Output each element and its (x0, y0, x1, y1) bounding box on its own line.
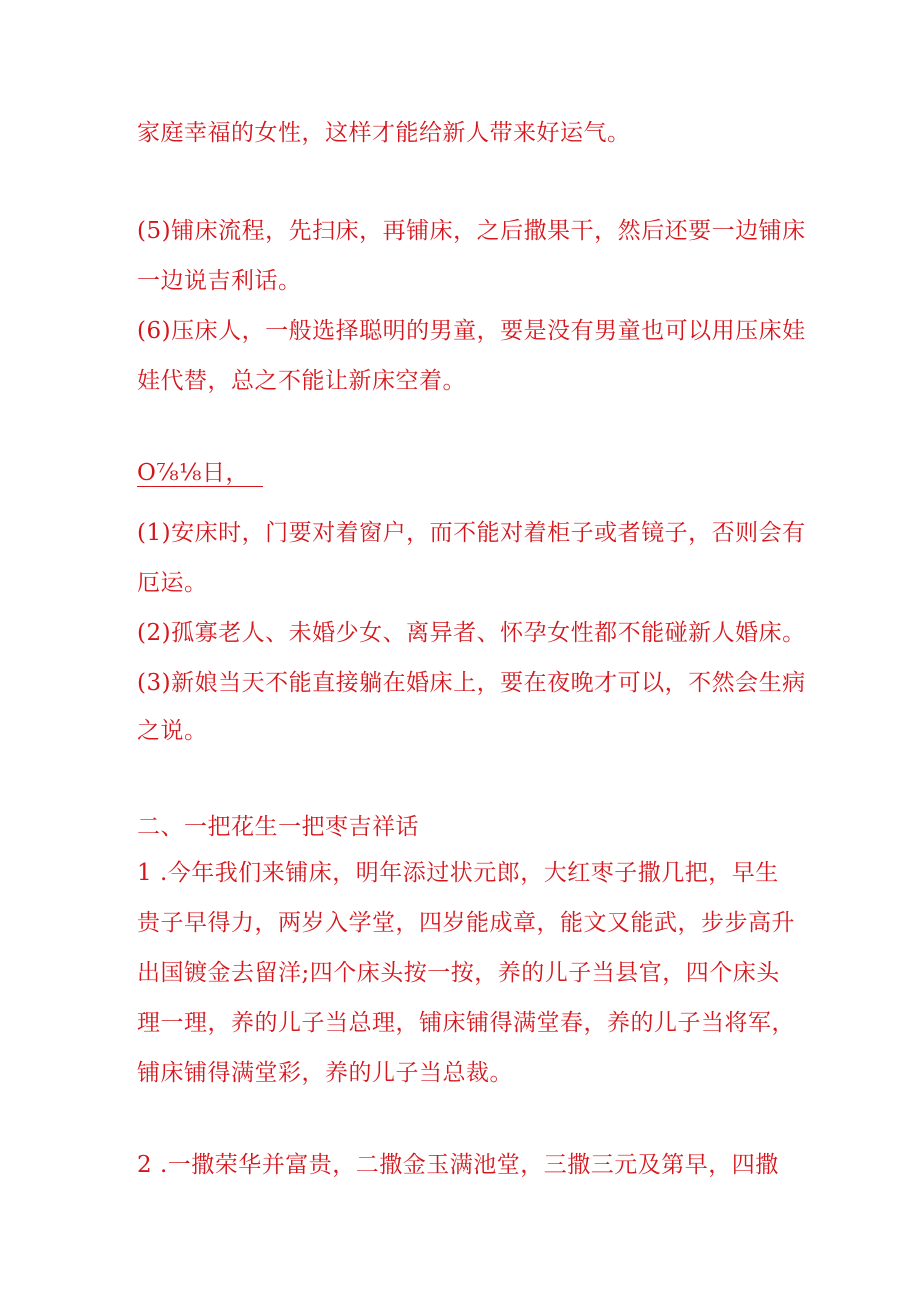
text-line-entry-1: 1 .今年我们来铺床，明年添过状元郎，大红枣子撒几把，早生 (137, 860, 779, 886)
text-line: 娃代替，总之不能让新床空着。 (137, 368, 466, 394)
text-line-item-1: (1)安床时，门要对着窗户，而不能对着柜子或者镜子，否则会有 (137, 520, 806, 546)
text-line-item-3: (3)新娘当天不能直接躺在婚床上，要在夜晚才可以，不然会生病 (137, 670, 806, 696)
section-title: 二、一把花生一把枣吉祥话 (137, 814, 419, 840)
text-line-item-6: (6)压床人，一般选择聪明的男童，要是没有男童也可以用压床娃 (137, 318, 806, 344)
text-line: 出国镀金去留洋;四个床头按一按，养的儿子当县官，四个床头 (137, 960, 780, 986)
text-line: 一边说吉利话。 (137, 268, 302, 294)
text-line: 厄运。 (137, 570, 208, 596)
text-line: 理一理，养的儿子当总理，铺床铺得满堂春，养的儿子当将军， (137, 1010, 795, 1036)
text-line-entry-2: 2 .一撒荣华并富贵，二撒金玉满池堂，三撒三元及第早，四撒 (137, 1152, 779, 1178)
section-heading (137, 458, 263, 488)
text-line-item-5: (5)铺床流程，先扫床，再铺床，之后撒果干，然后还要一边铺床 (137, 218, 806, 244)
text-line: 贵子早得力，两岁入学堂，四岁能成章，能文又能武，步步高升 (137, 910, 795, 936)
text-line: 家庭幸福的女性，这样才能给新人带来好运气。 (137, 120, 631, 146)
text-line-item-2: (2)孤寡老人、未婚少女、离异者、怀孕女性都不能碰新人婚床。 (137, 620, 806, 646)
section-heading-text: O⅞⅛日， (137, 460, 263, 487)
text-line: 之说。 (137, 718, 208, 744)
text-line: 铺床铺得满堂彩，养的儿子当总裁。 (137, 1060, 513, 1086)
